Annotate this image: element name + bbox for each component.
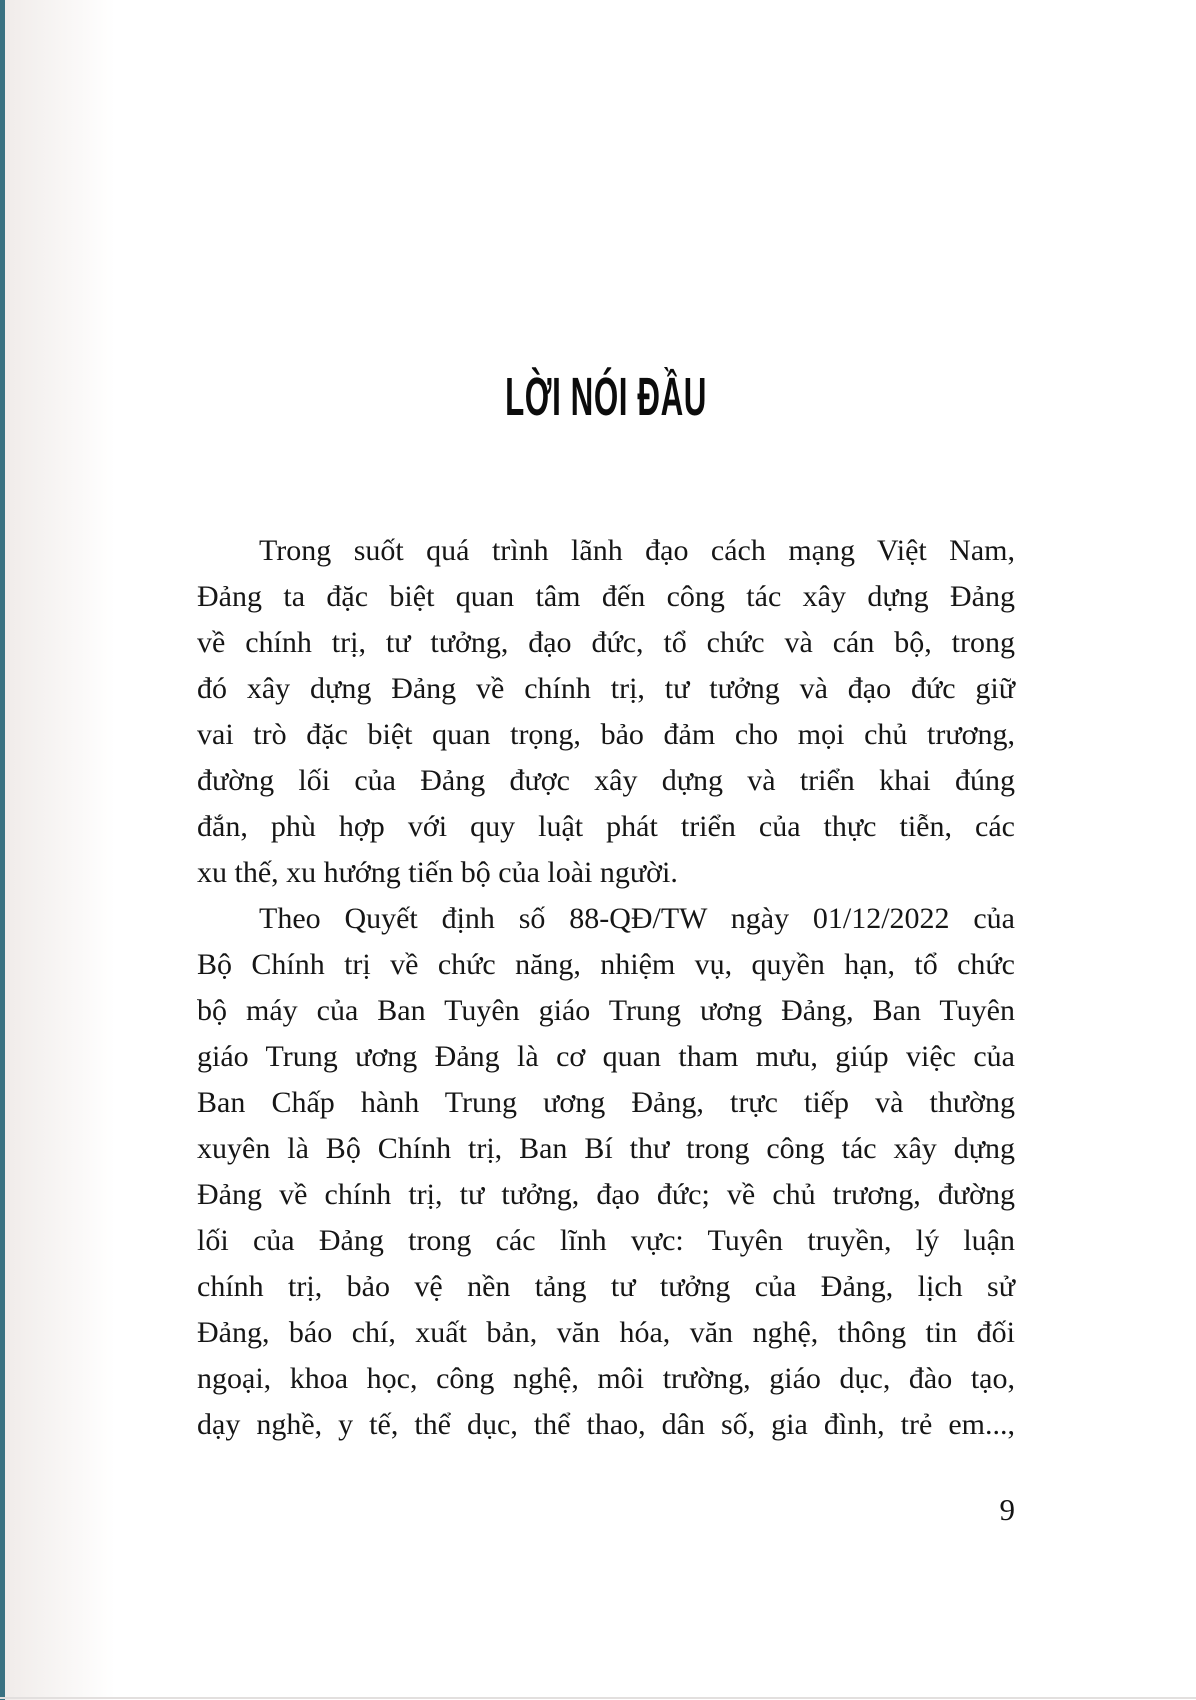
text-line: xuyên là Bộ Chính trị, Ban Bí thư trong công tác xây dựng — [197, 1132, 1015, 1165]
text-line: Bộ Chính trị về chức năng, nhiệm vụ, quyền hạn, tổ chức — [197, 948, 1015, 981]
page-title: LỜI NÓI ĐẦU — [505, 367, 707, 427]
text-line: bộ máy của Ban Tuyên giáo Trung ương Đảng, Ban Tuyên — [197, 994, 1015, 1027]
page-number: 9 — [999, 1492, 1015, 1527]
text-line: về chính trị, tư tưởng, đạo đức, tổ chức và cán bộ, trong — [197, 626, 1015, 659]
text-line: xu thế, xu hướng tiến bộ của loài người. — [197, 856, 678, 889]
text-line: vai trò đặc biệt quan trọng, bảo đảm cho mọi chủ trương, — [197, 718, 1015, 751]
page-gutter-shadow — [5, 0, 115, 1700]
page-edge-accent — [0, 0, 5, 1700]
text-line: đắn, phù hợp với quy luật phát triển của thực tiễn, các — [197, 810, 1015, 843]
text-line: Theo Quyết định số 88-QĐ/TW ngày 01/12/2022 của — [259, 902, 1015, 935]
text-line: dạy nghề, y tế, thể dục, thể thao, dân số, gia đình, trẻ em..., — [197, 1408, 1015, 1441]
page-bottom-edge — [0, 1697, 1196, 1699]
text-line: chính trị, bảo vệ nền tảng tư tưởng của Đảng, lịch sử — [197, 1270, 1015, 1303]
text-line: Trong suốt quá trình lãnh đạo cách mạng Việt Nam, — [259, 534, 1015, 567]
text-line: ngoại, khoa học, công nghệ, môi trường, giáo dục, đào tạo, — [197, 1362, 1015, 1395]
text-line: đó xây dựng Đảng về chính trị, tư tưởng và đạo đức giữ — [197, 672, 1015, 705]
text-line: lối của Đảng trong các lĩnh vực: Tuyên truyền, lý luận — [197, 1224, 1015, 1257]
paragraph — [197, 896, 1015, 1448]
text-line: Đảng ta đặc biệt quan tâm đến công tác xây dựng Đảng — [197, 580, 1015, 613]
text-line: giáo Trung ương Đảng là cơ quan tham mưu, giúp việc của — [197, 1040, 1015, 1073]
text-line: Đảng, báo chí, xuất bản, văn hóa, văn nghệ, thông tin đối — [197, 1316, 1015, 1349]
text-line: Ban Chấp hành Trung ương Đảng, trực tiếp và thường — [197, 1086, 1015, 1119]
text-line: đường lối của Đảng được xây dựng và triển khai đúng — [197, 764, 1015, 797]
chapter-heading-row — [197, 367, 1015, 427]
text-line: Đảng về chính trị, tư tưởng, đạo đức; về chủ trương, đường — [197, 1178, 1015, 1211]
body-text — [197, 528, 1015, 1448]
paragraph — [197, 528, 1015, 896]
